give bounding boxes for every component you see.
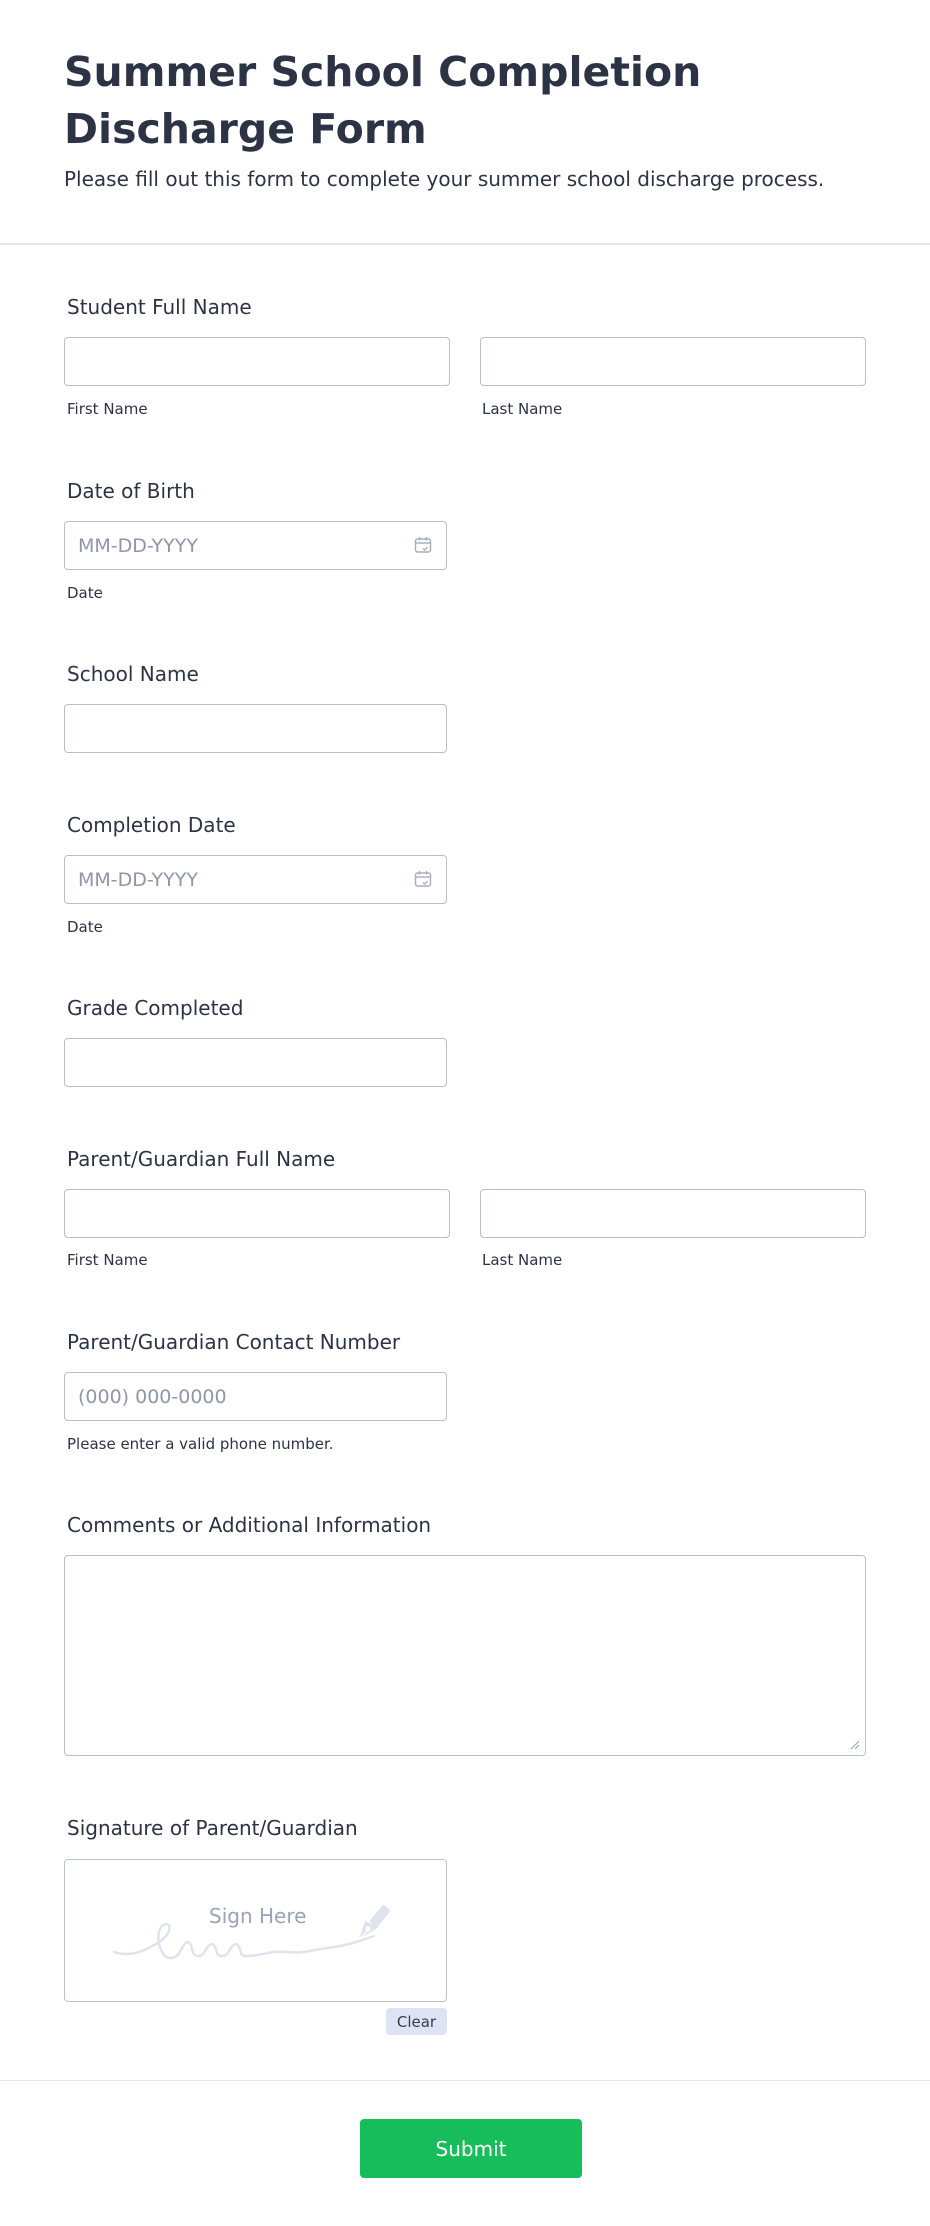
dob-input[interactable] — [64, 521, 447, 570]
student-last-name-input[interactable] — [480, 337, 866, 386]
school-name-input[interactable] — [64, 704, 447, 753]
submit-button[interactable]: Submit — [360, 2119, 582, 2178]
resize-grip-icon[interactable] — [850, 1740, 860, 1750]
page-subtitle: Please fill out this form to complete your summer school discharge process. — [64, 167, 825, 191]
dob-sublabel: Date — [67, 584, 103, 602]
form-header — [0, 0, 930, 245]
student-first-name-sublabel: First Name — [67, 400, 148, 418]
signature-placeholder: Sign Here — [209, 1904, 307, 1928]
guardian-first-name-sublabel: First Name — [67, 1251, 148, 1269]
comments-label: Comments or Additional Information — [67, 1513, 432, 1537]
student-name-label: Student Full Name — [67, 295, 252, 319]
grade-completed-label: Grade Completed — [67, 996, 244, 1020]
guardian-phone-sublabel: Please enter a valid phone number. — [67, 1435, 334, 1453]
signature-label: Signature of Parent/Guardian — [67, 1816, 358, 1840]
guardian-phone-input[interactable] — [64, 1372, 447, 1421]
school-name-label: School Name — [67, 662, 199, 686]
footer-divider — [0, 2080, 930, 2081]
completion-date-input[interactable] — [64, 855, 447, 904]
calendar-icon[interactable] — [414, 536, 432, 554]
guardian-phone-label: Parent/Guardian Contact Number — [67, 1330, 401, 1354]
clear-signature-button[interactable]: Clear — [386, 2008, 447, 2035]
calendar-icon[interactable] — [414, 870, 432, 888]
page-title: Summer School Completion Discharge Form — [64, 48, 702, 153]
comments-textarea[interactable] — [64, 1555, 866, 1756]
guardian-name-label: Parent/Guardian Full Name — [67, 1147, 336, 1171]
guardian-last-name-sublabel: Last Name — [482, 1251, 563, 1269]
completion-date-sublabel: Date — [67, 918, 103, 936]
student-last-name-sublabel: Last Name — [482, 400, 563, 418]
grade-completed-input[interactable] — [64, 1038, 447, 1087]
completion-date-label: Completion Date — [67, 813, 236, 837]
dob-label: Date of Birth — [67, 479, 195, 503]
pen-nib-icon — [349, 1901, 395, 1947]
guardian-last-name-input[interactable] — [480, 1189, 866, 1238]
guardian-first-name-input[interactable] — [64, 1189, 450, 1238]
student-first-name-input[interactable] — [64, 337, 450, 386]
